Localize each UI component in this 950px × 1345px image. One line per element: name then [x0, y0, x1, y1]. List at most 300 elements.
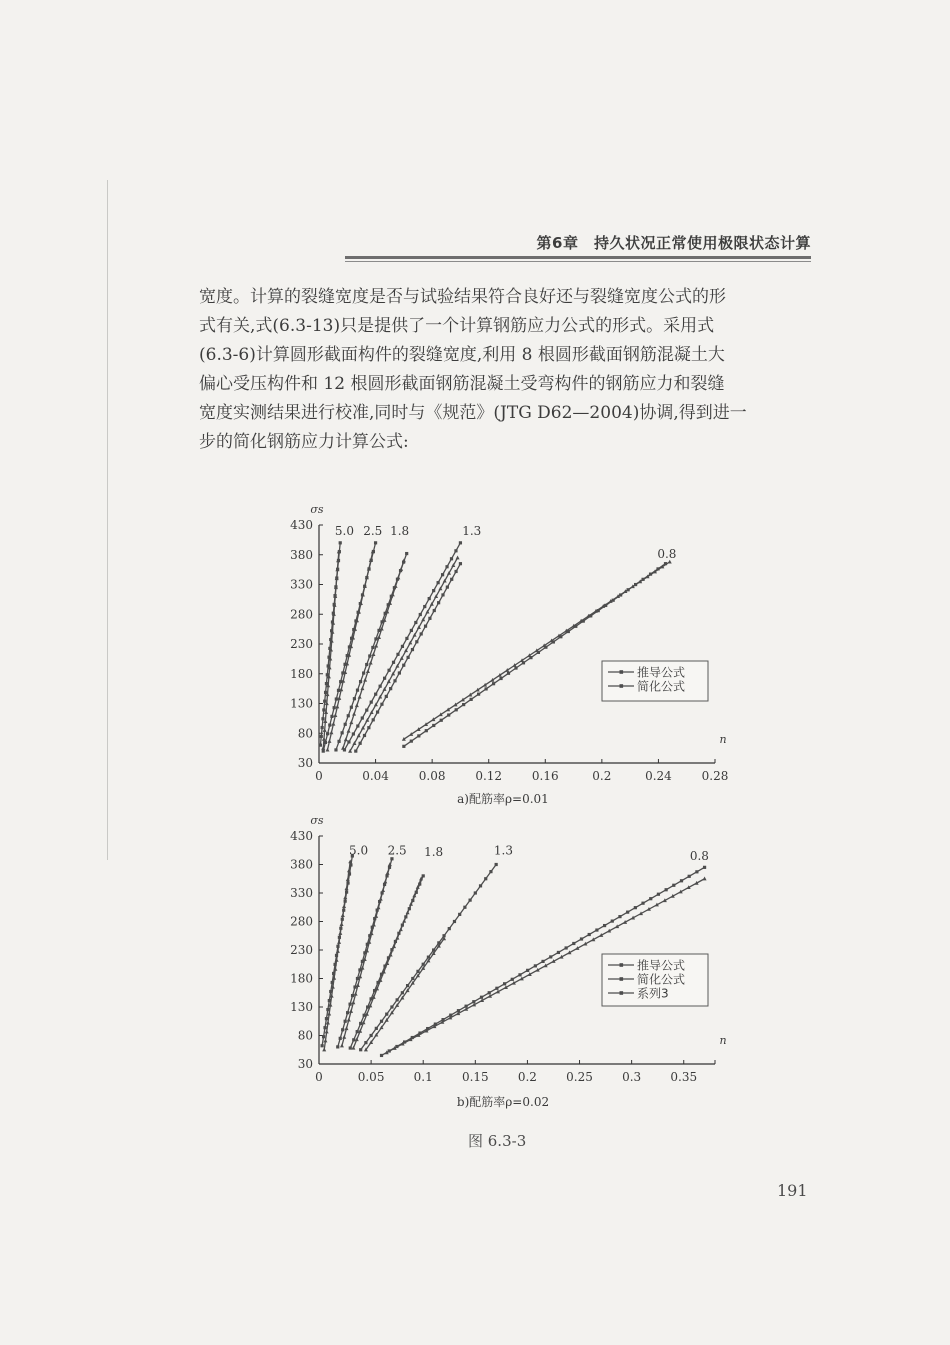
legend-marker: [620, 991, 624, 995]
data-point: [337, 740, 340, 743]
body-paragraph: [199, 283, 815, 457]
data-point: [374, 914, 378, 918]
data-point: [428, 597, 431, 600]
y-tick-label: 30: [297, 756, 313, 770]
legend-label: 简化公式: [637, 972, 686, 987]
data-point: [432, 589, 435, 592]
data-point: [695, 870, 698, 873]
data-point: [344, 723, 347, 726]
y-tick-label: 130: [290, 696, 313, 711]
data-point: [407, 656, 410, 659]
data-point: [327, 739, 331, 743]
data-point: [664, 562, 667, 565]
data-point: [390, 857, 393, 860]
data-point: [703, 866, 706, 869]
data-point: [335, 705, 339, 709]
data-point: [347, 740, 350, 743]
curve-label: 1.3: [462, 523, 482, 538]
data-point: [618, 915, 621, 918]
data-point: [322, 1035, 325, 1038]
data-point: [665, 888, 668, 891]
data-point: [336, 949, 340, 953]
x-tick-label: 0.12: [475, 769, 503, 783]
data-point: [433, 609, 436, 612]
data-point: [356, 977, 359, 980]
data-point: [353, 985, 356, 988]
data-point: [356, 724, 359, 727]
data-point: [441, 593, 444, 596]
data-point: [321, 717, 324, 720]
x-tick-label: 0.04: [362, 769, 389, 783]
body-line: 宽度实测结果进行校准,同时与《规范》(JTG D62—2004)协调,得到进一: [199, 403, 747, 423]
data-point: [469, 899, 472, 902]
data-point: [341, 913, 345, 917]
body-line: 偏心受压构件和 12 根圆形截面钢筋混凝土受弯构件的钢筋应力和裂缝: [199, 374, 725, 394]
data-point: [375, 1027, 378, 1030]
legend-label: 推导公式: [637, 665, 686, 680]
data-point: [544, 646, 547, 649]
data-point: [565, 946, 568, 949]
data-point: [405, 637, 408, 640]
legend-label: 简化公式: [637, 679, 686, 694]
data-point: [342, 1035, 346, 1039]
data-point: [343, 748, 346, 751]
data-point: [448, 927, 451, 930]
data-point: [456, 556, 460, 560]
data-point: [356, 689, 359, 692]
data-point: [611, 919, 614, 922]
x-tick-label: 0.05: [357, 1070, 385, 1084]
data-point: [417, 734, 420, 737]
curve-label: 5.0: [334, 523, 355, 538]
data-point: [338, 931, 342, 935]
data-point: [335, 697, 338, 700]
data-point: [437, 581, 440, 584]
x-tick-label: 0.3: [622, 1070, 642, 1084]
data-point: [526, 969, 529, 972]
data-point: [363, 734, 366, 737]
data-point: [323, 700, 326, 703]
data-point: [470, 698, 473, 701]
data-point: [495, 863, 498, 866]
data-point: [574, 625, 577, 628]
data-point: [454, 570, 457, 573]
data-point: [484, 687, 487, 690]
x-axis-label: n: [719, 1034, 727, 1047]
data-point: [395, 936, 399, 940]
data-point: [572, 942, 575, 945]
curve-label: 2.5: [363, 523, 383, 538]
x-tick-label: 0.28: [701, 769, 729, 783]
data-point: [323, 1026, 326, 1029]
data-point: [649, 897, 652, 900]
data-point: [341, 731, 344, 734]
data-point: [432, 724, 435, 727]
legend-label: 系列3: [637, 986, 669, 1001]
data-point: [347, 714, 350, 717]
data-point: [350, 706, 353, 709]
data-point: [329, 730, 333, 734]
y-tick-label: 230: [290, 637, 313, 651]
subfigure-caption: a)配筋率ρ=0.01: [457, 792, 549, 806]
data-point: [359, 1048, 362, 1051]
curve-label: 0.8: [657, 547, 677, 562]
data-point: [363, 678, 367, 682]
data-point: [353, 697, 356, 700]
figure-charts: [270, 495, 750, 1125]
data-point: [589, 614, 592, 617]
data-point: [349, 1046, 352, 1049]
y-tick-label: 280: [290, 607, 313, 622]
y-tick-label: 180: [290, 971, 313, 986]
data-point: [580, 937, 583, 940]
data-point: [399, 567, 403, 571]
data-point: [374, 644, 378, 648]
data-point: [415, 640, 418, 643]
y-tick-label: 180: [290, 666, 313, 681]
data-point: [340, 922, 344, 926]
data-point: [344, 1026, 348, 1030]
chapter-title: 第6章 持久状况正常使用极限状态计算: [536, 234, 811, 252]
curve-label: 5.0: [349, 843, 369, 858]
data-point: [362, 671, 365, 674]
data-point: [352, 1038, 355, 1041]
data-point: [340, 1044, 344, 1048]
running-header: [345, 228, 811, 268]
data-point: [649, 573, 652, 576]
data-point: [446, 586, 449, 589]
data-point: [396, 576, 400, 580]
data-point: [358, 695, 362, 699]
data-point: [503, 982, 506, 985]
data-point: [612, 599, 615, 602]
data-point: [349, 1009, 353, 1013]
data-point: [425, 729, 428, 732]
data-point: [392, 661, 395, 664]
data-point: [367, 726, 370, 729]
data-point: [680, 879, 683, 882]
x-tick-label: 0.1: [413, 1070, 433, 1084]
data-point: [370, 1034, 373, 1037]
body-line: 宽度。计算的裂缝宽度是否与试验结果符合良好还与裂缝宽度公式的形: [199, 287, 726, 307]
data-point: [331, 722, 335, 726]
data-point: [488, 991, 491, 994]
data-point: [390, 1005, 393, 1008]
data-point: [381, 888, 385, 892]
data-point: [389, 687, 392, 690]
data-point: [351, 994, 354, 997]
data-point: [383, 880, 387, 884]
data-point: [454, 549, 457, 552]
data-point: [387, 669, 390, 672]
series-line: [404, 564, 666, 747]
data-point: [374, 541, 377, 544]
data-point: [346, 1011, 349, 1014]
curve-label: 0.8: [689, 848, 709, 863]
data-point: [440, 719, 443, 722]
data-point: [385, 1013, 388, 1016]
data-point: [405, 552, 408, 555]
data-point: [423, 605, 426, 608]
data-point: [355, 703, 359, 707]
data-point: [321, 1044, 324, 1047]
data-point: [537, 651, 540, 654]
data-point: [401, 991, 404, 994]
y-tick-label: 330: [290, 577, 313, 592]
data-point: [370, 701, 373, 704]
data-point: [414, 621, 417, 624]
data-point: [341, 1028, 344, 1031]
body-line: 步的简化钢筋应力计算公式:: [199, 432, 409, 452]
data-point: [359, 680, 362, 683]
data-point: [392, 944, 396, 948]
data-point: [557, 951, 560, 954]
data-point: [541, 960, 544, 963]
data-point: [326, 732, 329, 735]
data-point: [437, 601, 440, 604]
data-point: [322, 1048, 326, 1052]
y-axis-label: σs: [310, 814, 324, 827]
y-tick-label: 380: [290, 857, 313, 872]
data-point: [626, 911, 629, 914]
y-tick-label: 430: [290, 829, 313, 843]
x-tick-label: 0.2: [517, 1070, 537, 1084]
data-point: [656, 567, 659, 570]
y-tick-label: 30: [297, 1057, 313, 1071]
x-tick-label: 0: [315, 1070, 323, 1084]
data-point: [511, 978, 514, 981]
data-point: [380, 1054, 383, 1057]
data-point: [352, 712, 356, 716]
data-point: [411, 977, 414, 980]
data-point: [334, 748, 337, 751]
data-point: [365, 708, 368, 711]
data-point: [359, 1022, 362, 1025]
data-point: [422, 874, 425, 877]
data-point: [688, 875, 691, 878]
data-point: [361, 716, 364, 719]
data-point: [459, 562, 462, 565]
data-point: [595, 928, 598, 931]
data-point: [399, 927, 403, 931]
data-point: [336, 1045, 339, 1048]
data-point: [441, 573, 444, 576]
series-line: [366, 939, 444, 1050]
data-point: [474, 891, 477, 894]
data-point: [459, 541, 462, 544]
data-point: [337, 689, 340, 692]
curve-label: 1.8: [390, 523, 410, 538]
data-point: [603, 924, 606, 927]
data-point: [380, 703, 383, 706]
data-point: [619, 593, 622, 596]
data-point: [477, 693, 480, 696]
y-tick-label: 280: [290, 914, 313, 929]
data-point: [703, 877, 707, 881]
curve-label: 1.8: [424, 844, 444, 859]
data-point: [393, 679, 396, 682]
data-point: [396, 998, 399, 1001]
y-tick-label: 80: [297, 726, 313, 741]
x-tick-label: 0.25: [566, 1070, 593, 1084]
data-point: [324, 691, 327, 694]
data-point: [379, 685, 382, 688]
figure-caption: 图 6.3-3: [468, 1132, 527, 1150]
data-point: [347, 729, 351, 733]
body-line: 式有关,式(6.3-13)只是提供了一个计算钢筋应力公式的形式。采用式: [199, 316, 715, 336]
data-point: [328, 723, 331, 726]
data-point: [458, 913, 461, 916]
x-tick-label: 0: [315, 769, 323, 783]
data-point: [333, 713, 337, 717]
data-point: [337, 940, 341, 944]
data-point: [472, 1000, 475, 1003]
data-point: [507, 672, 510, 675]
x-axis-label: n: [719, 733, 727, 746]
data-point: [343, 895, 347, 899]
data-point: [518, 973, 521, 976]
data-point: [349, 720, 353, 724]
data-point: [351, 1046, 355, 1050]
data-point: [597, 609, 600, 612]
data-point: [354, 750, 357, 753]
data-point: [463, 906, 466, 909]
data-point: [495, 987, 498, 990]
data-point: [445, 565, 448, 568]
data-point: [365, 663, 368, 666]
x-tick-label: 0.15: [461, 1070, 489, 1084]
legend-marker: [620, 963, 624, 967]
data-point: [333, 706, 336, 709]
data-point: [379, 897, 383, 901]
data-point: [479, 884, 482, 887]
curve-label: 1.3: [493, 843, 513, 858]
data-point: [627, 588, 630, 591]
data-point: [394, 584, 398, 588]
data-point: [588, 933, 591, 936]
data-point: [323, 1039, 327, 1043]
data-point: [634, 906, 637, 909]
data-point: [352, 732, 355, 735]
data-point: [376, 905, 380, 909]
data-point: [604, 604, 607, 607]
data-point: [319, 744, 322, 747]
data-point: [360, 686, 364, 690]
data-point: [385, 695, 388, 698]
data-point: [514, 666, 517, 669]
data-point: [402, 919, 406, 923]
data-point: [369, 661, 373, 665]
data-point: [480, 996, 483, 999]
data-point: [672, 884, 675, 887]
legend-marker: [620, 670, 624, 674]
data-point: [489, 870, 492, 873]
data-point: [364, 1041, 367, 1044]
data-point: [450, 578, 453, 581]
data-point: [641, 578, 644, 581]
data-point: [356, 1030, 359, 1033]
data-point: [582, 619, 585, 622]
legend-marker: [620, 977, 624, 981]
x-tick-label: 0.35: [670, 1070, 698, 1084]
data-point: [406, 984, 409, 987]
data-point: [344, 1020, 347, 1023]
data-point: [462, 703, 465, 706]
data-point: [374, 693, 377, 696]
data-point: [420, 632, 423, 635]
data-point: [348, 1003, 351, 1006]
data-point: [371, 652, 375, 656]
data-point: [339, 541, 342, 544]
body-line: (6.3-6)计算圆形截面构件的裂缝宽度,利用 8 根圆形截面钢筋混凝土大: [199, 345, 725, 365]
data-point: [447, 713, 450, 716]
y-tick-label: 230: [290, 943, 313, 957]
data-point: [372, 718, 375, 721]
data-point: [330, 715, 333, 718]
data-point: [359, 742, 362, 745]
data-point: [380, 1020, 383, 1023]
data-point: [529, 656, 532, 659]
data-point: [549, 955, 552, 958]
data-point: [455, 708, 458, 711]
data-point: [424, 625, 427, 628]
data-point: [450, 557, 453, 560]
data-point: [398, 671, 401, 674]
data-point: [634, 583, 637, 586]
data-point: [410, 629, 413, 632]
data-point: [419, 613, 422, 616]
data-point: [354, 992, 358, 996]
y-axis-label: σs: [310, 503, 324, 516]
x-tick-label: 0.24: [645, 769, 672, 783]
legend-label: 推导公式: [637, 958, 686, 973]
data-point: [641, 902, 644, 905]
subfigure-caption: b)配筋率ρ=0.02: [456, 1095, 550, 1109]
data-point: [492, 682, 495, 685]
page-margin-line: [107, 180, 108, 860]
data-point: [386, 871, 390, 875]
data-point: [371, 646, 374, 649]
series-line: [327, 552, 372, 750]
data-point: [347, 1018, 351, 1022]
y-tick-label: 330: [290, 886, 313, 900]
data-point: [322, 708, 325, 711]
data-point: [325, 748, 329, 752]
data-point: [383, 677, 386, 680]
data-point: [416, 970, 419, 973]
header-rule-thick: [345, 256, 811, 259]
data-point: [342, 904, 346, 908]
data-point: [499, 677, 502, 680]
data-point: [344, 737, 348, 741]
data-point: [453, 920, 456, 923]
data-point: [410, 740, 413, 743]
data-point: [552, 640, 555, 643]
data-point: [428, 617, 431, 620]
data-point: [522, 661, 525, 664]
x-tick-label: 0.08: [418, 769, 446, 783]
data-point: [402, 745, 405, 748]
data-point: [324, 741, 327, 744]
x-tick-label: 0.2: [592, 769, 612, 783]
data-point: [534, 964, 537, 967]
data-point: [422, 963, 425, 966]
data-point: [325, 1017, 328, 1020]
data-point: [559, 635, 562, 638]
curve-label: 2.5: [387, 843, 407, 858]
data-point: [657, 893, 660, 896]
data-point: [322, 750, 325, 753]
